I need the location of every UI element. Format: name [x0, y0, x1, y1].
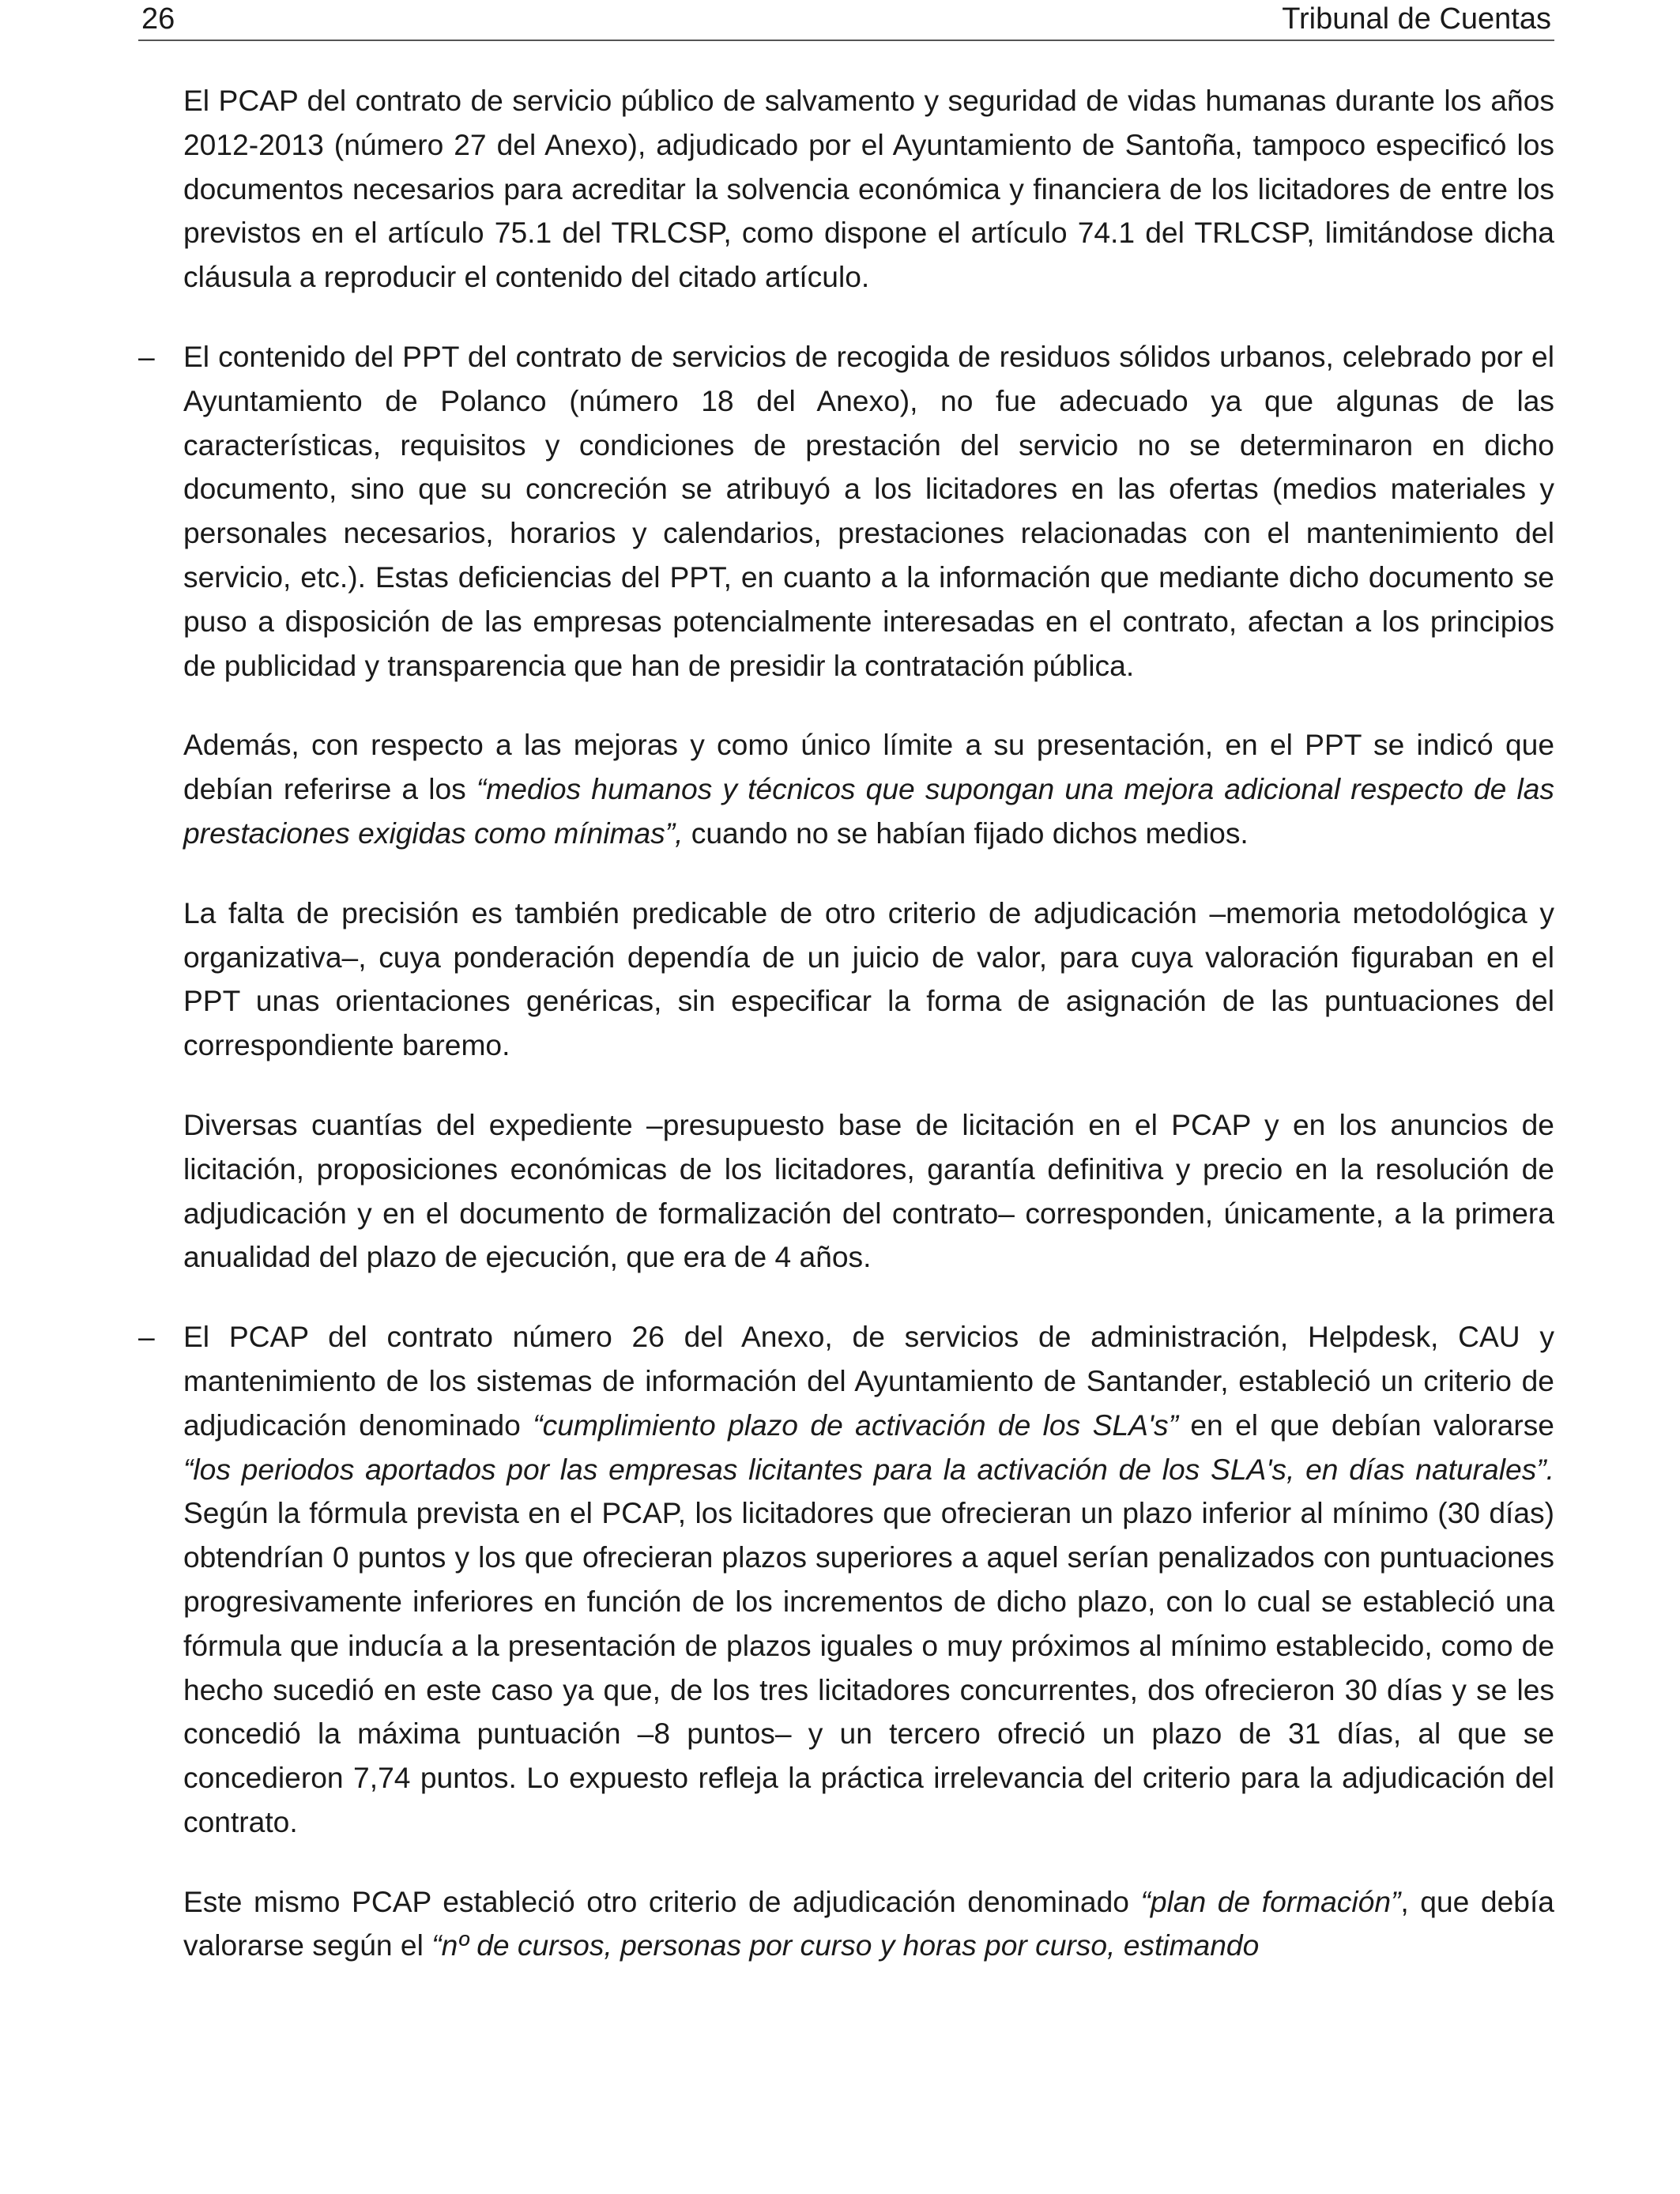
italic-quote: “cumplimiento plazo de activación de los SLA's”: [533, 1408, 1178, 1442]
paragraph-text: El contenido del PPT del contrato de servicios de recogida de residuos sólidos urbanos, celebrado por el Ayuntamiento de Polanco (número 18 del Anexo), no fue adecuado ya que algunas de las características, requisitos y condiciones de prestación del servicio no se determinaron en dicho documento, sino que su concreción se atribuyó a los licitadores en las ofertas (medios materiales y personales necesarios, horarios y calendarios, prestaciones relacionadas con el mantenimiento del servicio, etc.). Estas deficiencias del PPT, en cuanto a la información que mediante dicho documento se puso a disposición de las empresas potencialmente interesadas en el contrato, afectan a los principios de publicidad y transparencia que han de presidir la contratación pública.: [183, 339, 1554, 682]
page-number: 26: [141, 2, 175, 36]
paragraph-text: Este mismo PCAP estableció otro criterio de adjudicación denominado: [183, 1884, 1141, 1918]
paragraph-falta-precision: [183, 892, 1554, 1068]
paragraph-plan-formacion: [183, 1880, 1554, 1969]
paragraph-text: Diversas cuantías del expediente –presupuesto base de licitación en el PCAP y en los anuncios de licitación, proposiciones económicas de los licitadores, garantía definitiva y precio en la resolución de adjudicación y en el documento de formalización del contrato– corresponden, únicamente, a la primera anualidad del plazo de ejecución, que era de 4 años.: [183, 1107, 1554, 1274]
list-dash-marker: –: [138, 1320, 155, 1354]
paragraph-text: La falta de precisión es también predicable de otro criterio de adjudicación –memoria metodológica y organizativa–, cuya ponderación dependía de un juicio de valor, para cuya valoración figuraban en el PPT unas orientaciones genéricas, sin especificar la forma de asignación de las puntuaciones del correspondiente baremo.: [183, 895, 1554, 1062]
paragraph-text: cuando no se habían fijado dichos medios.: [683, 816, 1249, 850]
italic-quote: “nº de cursos, personas por curso y horas por curso, estimando: [431, 1928, 1260, 1962]
paragraph-santona-pcap: [183, 79, 1554, 300]
paragraph-text: El PCAP del contrato número 26 del Anexo, de servicios de administración, Helpdesk, CAU y mantenimiento de los sistemas de información del Ayuntamiento de Santander, estableció un criterio de adjudicación denominado: [183, 1320, 1554, 1442]
list-dash-marker: –: [138, 339, 155, 373]
paragraph-mejoras: [183, 723, 1554, 855]
paragraph-text: Según la fórmula prevista en el PCAP, los licitadores que ofrecieran un plazo inferior al mínimo (30 días) obtendrían 0 puntos y los que ofrecieran plazos superiores a aquel serían penalizados con puntuaciones progresivamente inferiores en función de los incrementos de dicho plazo, con lo cual se estableció una fórmula que inducía a la presentación de plazos iguales o muy próximos al mínimo establecido, como de hecho sucedió en este caso ya que, de los tres licitadores concurrentes, dos ofrecieron 30 días y se les concedió la máxima puntuación –8 puntos– y un tercero ofreció un plazo de 31 días, al que se concedieron 7,74 puntos. Lo expuesto refleja la práctica irrelevancia del criterio para la adjudicación del contrato.: [183, 1496, 1554, 1838]
paragraph-text: El PCAP del contrato de servicio público de salvamento y seguridad de vidas humanas durante los años 2012-2013 (número 27 del Anexo), adjudicado por el Ayuntamiento de Santoña, tampoco especificó los documentos necesarios para acreditar la solvencia económica y financiera de los licitadores de entre los previstos en el artículo 75.1 del TRLCSP, como dispone el artículo 74.1 del TRLCSP, limitándose dicha cláusula a reproducir el contenido del citado artículo.: [183, 84, 1554, 294]
paragraph-text: Además, con respecto a las mejoras y como único límite a su presentación, en el PPT se indicó que debían referirse a los: [183, 728, 1554, 806]
italic-quote: “los periodos aportados por las empresas licitantes para la activación de los SLA's, en días naturales”.: [183, 1452, 1554, 1486]
paragraph-text: en el que debían valorarse: [1177, 1408, 1554, 1442]
italic-quote: “plan de formación”: [1140, 1884, 1401, 1918]
page-header: [138, 0, 1554, 41]
paragraph-cuantias: [183, 1103, 1554, 1280]
list-item-polanco-ppt: [138, 335, 1554, 688]
italic-quote: “medios humanos y técnicos que supongan una mejora adicional respecto de las prestaciones exigidas como mínimas”,: [183, 772, 1554, 850]
list-item-santander-pcap: [138, 1315, 1554, 1845]
paragraph-text: , que debía valorarse según el: [183, 1884, 1554, 1962]
header-title: Tribunal de Cuentas: [1282, 2, 1551, 36]
document-body: [138, 79, 1554, 2004]
